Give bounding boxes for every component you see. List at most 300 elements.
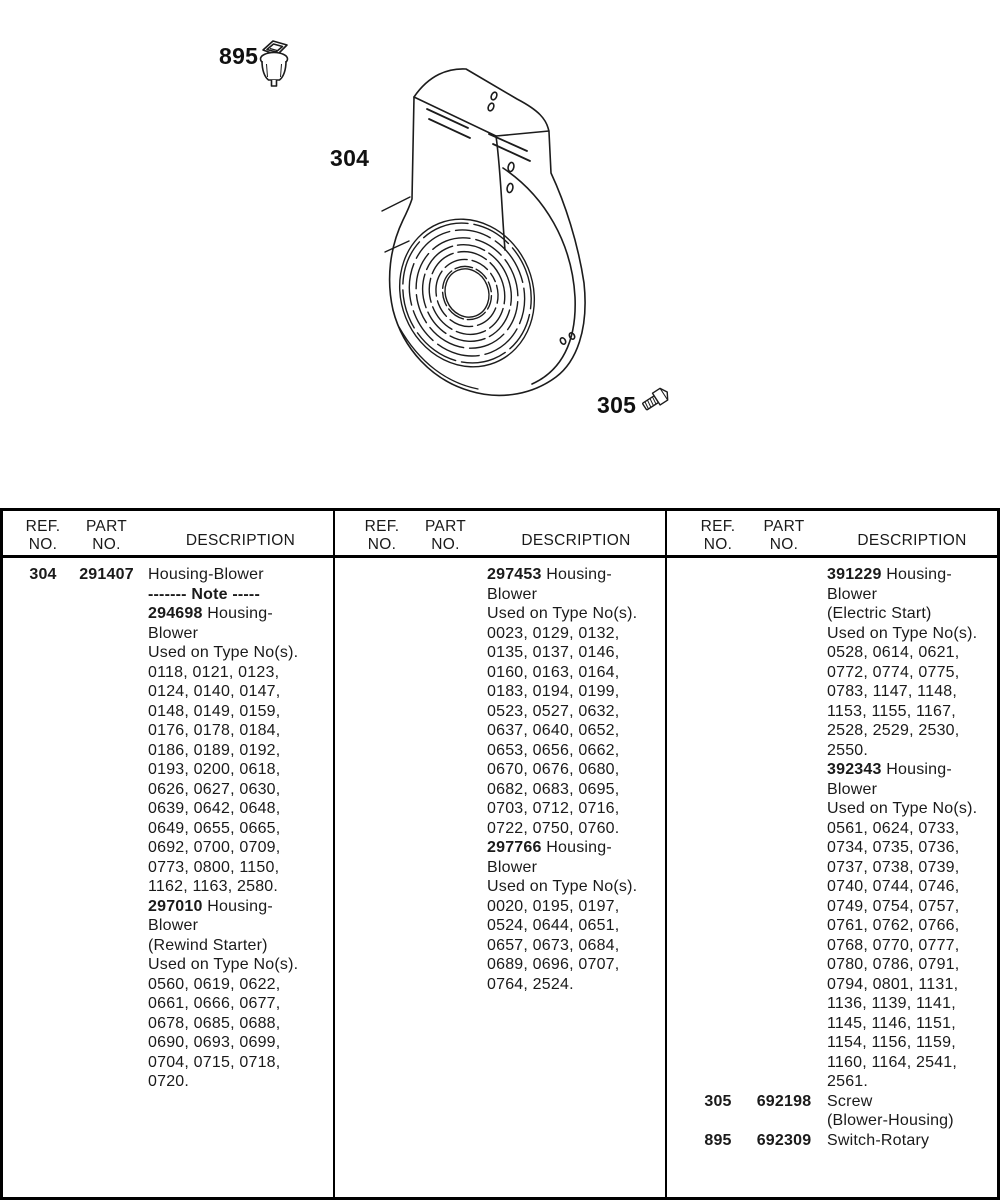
ref-no-cell [695, 916, 741, 936]
part-no-cell: 692309 [756, 1131, 812, 1149]
table-line [3, 565, 333, 585]
part-no-cell [404, 799, 487, 819]
ref-no-cell [695, 994, 741, 1014]
table-line [335, 877, 665, 897]
table-line [667, 897, 997, 917]
part-no-cell [65, 897, 148, 917]
description-cell: 0020, 0195, 0197, [487, 897, 620, 915]
part-no-cell [65, 1072, 148, 1092]
part-no-cell [741, 955, 827, 975]
table-line [3, 682, 333, 702]
part-no-cell [65, 799, 148, 819]
table-body [335, 558, 665, 994]
table-line [335, 819, 665, 839]
ref-no-cell [695, 663, 741, 683]
description-cell: 0764, 2524. [487, 975, 574, 993]
part-no-cell [404, 565, 487, 585]
part-no-cell [404, 643, 487, 663]
part-no-cell [741, 643, 827, 663]
ref-no-cell [360, 936, 404, 956]
description-cell: Used on Type No(s). [148, 956, 299, 973]
table-line [667, 1072, 997, 1092]
ref-no-cell [360, 897, 404, 917]
ref-no-cell [360, 916, 404, 936]
table-line [335, 916, 665, 936]
ref-no-cell [695, 760, 741, 780]
description-cell: 0186, 0189, 0192, [148, 741, 281, 759]
part-no-cell [741, 877, 827, 897]
ref-no-cell [695, 975, 741, 995]
description-cell: Used on Type No(s). [487, 878, 638, 895]
description-cell: 391229 Housing- [827, 566, 952, 583]
part-no-cell [65, 1033, 148, 1053]
part-no-cell [404, 604, 487, 624]
description-cell: 0560, 0619, 0622, [148, 975, 281, 993]
part-no-cell [741, 624, 827, 644]
table-line [3, 897, 333, 917]
part-no-cell [404, 682, 487, 702]
description-cell: 0749, 0754, 0757, [827, 897, 960, 915]
table-line [335, 858, 665, 878]
part-no-cell [65, 721, 148, 741]
table-line [3, 858, 333, 878]
ref-no-cell [21, 760, 65, 780]
table-line [3, 702, 333, 722]
description-cell: 0639, 0642, 0648, [148, 800, 281, 817]
part-no-cell [65, 955, 148, 975]
table-body [3, 558, 333, 1092]
description-cell: (Electric Start) [827, 605, 932, 622]
part-no-cell [65, 741, 148, 761]
description-cell: 0637, 0640, 0652, [487, 722, 620, 739]
table-column-2 [333, 511, 665, 1197]
description-cell: 0794, 0801, 1131, [827, 975, 959, 993]
ref-no-cell [695, 682, 741, 702]
part-no-cell [404, 702, 487, 722]
ref-no-cell [360, 565, 404, 585]
part-no-cell [404, 897, 487, 917]
table-line [3, 1033, 333, 1053]
table-line [667, 624, 997, 644]
ref-no-cell [360, 760, 404, 780]
description-cell: Housing-Blower [148, 566, 264, 583]
description-cell: ------- Note ----- [148, 585, 260, 603]
ref-no-cell [21, 585, 65, 605]
ref-no-cell [695, 721, 741, 741]
table-line [667, 741, 997, 761]
ref-no-cell [360, 585, 404, 605]
part-no-cell: 692198 [756, 1092, 812, 1110]
part-no-cell [65, 858, 148, 878]
description-cell: 0690, 0693, 0699, [148, 1034, 281, 1051]
table-line [3, 1072, 333, 1092]
description-cell: 1136, 1139, 1141, [827, 995, 956, 1012]
table-line [667, 721, 997, 741]
table-line [3, 819, 333, 839]
part-no-cell [404, 780, 487, 800]
table-line [667, 916, 997, 936]
description-cell: 0135, 0137, 0146, [487, 644, 620, 661]
table-line [335, 721, 665, 741]
ref-no-cell [695, 799, 741, 819]
ref-no-header: REF. NO. [700, 518, 736, 553]
description-cell: 0720. [148, 1073, 190, 1090]
part-no-cell [65, 838, 148, 858]
part-no-cell [404, 585, 487, 605]
part-no-cell [65, 877, 148, 897]
table-line [335, 702, 665, 722]
description-cell: 0649, 0655, 0665, [148, 819, 281, 837]
description-cell: 0704, 0715, 0718, [148, 1053, 281, 1071]
ref-no-cell [21, 1053, 65, 1073]
part-no-cell [404, 955, 487, 975]
description-cell: 0678, 0685, 0688, [148, 1014, 281, 1032]
part-no-cell [404, 838, 487, 858]
ref-no-cell [21, 858, 65, 878]
part-no-cell [404, 663, 487, 683]
part-no-cell [65, 780, 148, 800]
part-no-cell [741, 565, 827, 585]
table-line [3, 916, 333, 936]
part-no-cell [65, 702, 148, 722]
part-no-cell [741, 897, 827, 917]
description-cell: (Blower-Housing) [827, 1112, 954, 1129]
table-line [3, 1053, 333, 1073]
ref-no-cell [695, 838, 741, 858]
ref-no-cell [21, 936, 65, 956]
description-cell: 0176, 0178, 0184, [148, 722, 281, 739]
table-line [335, 565, 665, 585]
description-cell: 297766 Housing- [487, 839, 612, 856]
table-line [3, 994, 333, 1014]
description-cell: 1145, 1146, 1151, [827, 1014, 956, 1032]
ref-no-cell [21, 955, 65, 975]
table-line [3, 643, 333, 663]
callout-895: 895 [219, 43, 259, 69]
ref-no-cell [360, 643, 404, 663]
table-line [667, 663, 997, 683]
description-header: DESCRIPTION [857, 532, 967, 549]
table-line [3, 721, 333, 741]
description-cell: 0703, 0712, 0716, [487, 800, 620, 817]
part-no-cell [741, 780, 827, 800]
description-cell: 0124, 0140, 0147, [148, 683, 281, 700]
ref-no-cell [360, 838, 404, 858]
ref-no-cell [360, 819, 404, 839]
table-line [3, 624, 333, 644]
table-line [3, 1014, 333, 1034]
description-cell: Blower [148, 624, 199, 642]
description-cell: 0780, 0786, 0791, [827, 956, 960, 973]
part-no-cell [741, 585, 827, 605]
table-line [667, 1053, 997, 1073]
part-no-cell [65, 604, 148, 624]
part-no-cell [65, 663, 148, 683]
table-line [667, 799, 997, 819]
description-cell: 0148, 0149, 0159, [148, 702, 281, 720]
ref-no-cell [360, 975, 404, 995]
part-no-cell [741, 741, 827, 761]
description-cell: 294698 Housing- [148, 605, 273, 622]
table-line [667, 819, 997, 839]
table-line [3, 877, 333, 897]
part-no-cell [65, 975, 148, 995]
ref-no-cell [695, 624, 741, 644]
ref-no-cell [695, 1111, 741, 1131]
description-cell: 0524, 0644, 0651, [487, 917, 620, 934]
ref-no-cell [21, 1033, 65, 1053]
table-line [335, 975, 665, 995]
ref-no-cell [695, 1053, 741, 1073]
table-line [667, 877, 997, 897]
table-line [335, 604, 665, 624]
description-cell: 1160, 1164, 2541, [827, 1053, 958, 1071]
part-no-cell [741, 1033, 827, 1053]
table-line [3, 604, 333, 624]
ref-no-cell [695, 819, 741, 839]
ref-no-cell [695, 1033, 741, 1053]
description-cell: 1153, 1155, 1167, [827, 702, 956, 720]
ref-no-cell [360, 663, 404, 683]
ref-no-cell [695, 702, 741, 722]
ref-no-cell: 305 [704, 1092, 732, 1110]
description-cell: 0661, 0666, 0677, [148, 995, 281, 1012]
table-line [335, 760, 665, 780]
part-no-cell [741, 702, 827, 722]
part-no-cell [741, 916, 827, 936]
ref-no-cell [21, 916, 65, 936]
ref-no-cell [695, 1072, 741, 1092]
ref-no-cell [21, 1072, 65, 1092]
description-header: DESCRIPTION [185, 532, 296, 549]
ref-no-cell [360, 624, 404, 644]
ref-no-cell [695, 858, 741, 878]
ref-no-cell [360, 799, 404, 819]
part-no-cell [65, 682, 148, 702]
ref-no-cell [21, 819, 65, 839]
ref-no-cell [695, 955, 741, 975]
ref-no-cell [21, 624, 65, 644]
ref-no-cell [360, 721, 404, 741]
table-header [667, 511, 997, 558]
description-cell: 1154, 1156, 1159, [827, 1034, 956, 1051]
table-line [335, 663, 665, 683]
ref-no-cell [21, 604, 65, 624]
table-line [3, 760, 333, 780]
part-no-header: PART NO. [424, 518, 467, 553]
ref-no-cell [21, 682, 65, 702]
description-cell: 2561. [827, 1073, 869, 1090]
part-no-cell [65, 1014, 148, 1034]
part-no-cell [404, 624, 487, 644]
part-no-cell [404, 741, 487, 761]
parts-illustration [0, 0, 1000, 508]
description-cell: 0692, 0700, 0709, [148, 839, 281, 856]
part-no-cell [65, 819, 148, 839]
description-cell: Switch-Rotary [827, 1131, 930, 1149]
ref-no-cell [21, 663, 65, 683]
ref-no-cell [21, 838, 65, 858]
description-cell: Used on Type No(s). [148, 644, 299, 661]
part-no-cell [404, 975, 487, 995]
part-no-cell [741, 1111, 827, 1131]
part-no-cell [741, 1072, 827, 1092]
table-line [667, 604, 997, 624]
part-no-header: PART NO. [763, 518, 805, 553]
description-cell: Blower [487, 858, 538, 876]
table-line [667, 760, 997, 780]
part-no-cell [65, 760, 148, 780]
description-cell: Blower [487, 585, 538, 603]
ref-no-cell [360, 741, 404, 761]
ref-no-cell [21, 702, 65, 722]
ref-no-cell [21, 643, 65, 663]
ref-no-cell: 895 [704, 1131, 732, 1149]
part-no-cell [741, 721, 827, 741]
part-no-cell [65, 585, 148, 605]
part-no-cell [741, 994, 827, 1014]
description-cell: Blower [827, 585, 878, 603]
description-cell: Blower [148, 917, 199, 934]
table-column-3 [665, 511, 997, 1197]
ref-no-cell [21, 741, 65, 761]
table-line [667, 780, 997, 800]
table-line [667, 702, 997, 722]
description-cell: 0193, 0200, 0618, [148, 761, 281, 778]
table-header [3, 511, 333, 558]
part-no-cell: 291407 [79, 566, 134, 583]
table-line [335, 838, 665, 858]
ref-no-cell [360, 780, 404, 800]
table-line [667, 1033, 997, 1053]
table-line [3, 936, 333, 956]
part-no-cell [404, 936, 487, 956]
table-line [335, 741, 665, 761]
ref-no-cell [695, 565, 741, 585]
table-line [667, 585, 997, 605]
part-no-cell [741, 1014, 827, 1034]
description-cell: 1162, 1163, 2580. [148, 878, 279, 895]
ref-no-cell [695, 643, 741, 663]
part-no-cell [65, 936, 148, 956]
part-no-cell [741, 760, 827, 780]
description-cell: 0160, 0163, 0164, [487, 663, 620, 681]
part-no-cell [65, 916, 148, 936]
part-no-cell [741, 1053, 827, 1073]
description-cell: 0722, 0750, 0760. [487, 819, 620, 837]
callout-305: 305 [597, 392, 637, 418]
table-column-1 [3, 511, 333, 1197]
table-line [667, 1131, 997, 1151]
description-cell: 0183, 0194, 0199, [487, 683, 620, 700]
description-cell: 0653, 0656, 0662, [487, 741, 620, 759]
part-no-cell [404, 858, 487, 878]
description-cell: 0657, 0673, 0684, [487, 936, 620, 954]
part-no-cell [65, 1053, 148, 1073]
part-no-cell [741, 936, 827, 956]
description-cell: 0023, 0129, 0132, [487, 624, 620, 642]
description-cell: 0682, 0683, 0695, [487, 780, 620, 798]
description-cell: 0772, 0774, 0775, [827, 663, 960, 681]
table-line [3, 741, 333, 761]
ref-no-cell [695, 741, 741, 761]
ref-no-cell [21, 877, 65, 897]
ref-no-cell [21, 897, 65, 917]
ref-no-cell [360, 877, 404, 897]
description-cell: Used on Type No(s). [487, 605, 638, 622]
table-line [335, 936, 665, 956]
description-cell: Screw [827, 1092, 873, 1110]
ref-no-cell [360, 858, 404, 878]
part-no-cell [404, 916, 487, 936]
table-line [335, 955, 665, 975]
table-line [3, 955, 333, 975]
part-no-cell [741, 663, 827, 683]
table-line [667, 955, 997, 975]
description-cell: 392343 Housing- [827, 761, 952, 778]
table-line [335, 624, 665, 644]
part-no-header: PART NO. [85, 518, 128, 553]
description-cell: 0768, 0770, 0777, [827, 936, 960, 954]
table-line [667, 994, 997, 1014]
part-no-cell [741, 858, 827, 878]
description-cell: 297010 Housing- [148, 897, 273, 915]
ref-no-header: REF. NO. [364, 518, 400, 553]
description-cell: 0689, 0696, 0707, [487, 956, 620, 973]
description-cell: Used on Type No(s). [827, 800, 978, 817]
description-header: DESCRIPTION [521, 532, 631, 549]
table-line [667, 1092, 997, 1112]
part-no-cell [404, 721, 487, 741]
table-line [335, 643, 665, 663]
blower-housing-drawing [0, 0, 1000, 508]
ref-no-cell [695, 1014, 741, 1034]
ref-no-cell [695, 780, 741, 800]
table-line [3, 663, 333, 683]
part-no-cell [65, 624, 148, 644]
ref-no-cell [695, 936, 741, 956]
description-cell: 0561, 0624, 0733, [827, 819, 960, 837]
table-line [667, 682, 997, 702]
table-line [3, 975, 333, 995]
parts-table [0, 508, 1000, 1200]
table-line [3, 838, 333, 858]
part-no-cell [404, 819, 487, 839]
table-line [667, 643, 997, 663]
part-no-cell [741, 799, 827, 819]
table-body [667, 558, 997, 1150]
ref-no-cell [360, 955, 404, 975]
ref-no-cell [21, 1014, 65, 1034]
ref-no-cell [360, 682, 404, 702]
part-no-cell [741, 838, 827, 858]
ref-no-header: REF. NO. [25, 518, 61, 553]
description-cell: 0670, 0676, 0680, [487, 761, 620, 778]
table-line [3, 585, 333, 605]
part-no-cell [404, 877, 487, 897]
table-line [3, 799, 333, 819]
description-cell: 0783, 1147, 1148, [827, 683, 958, 700]
part-no-cell [741, 819, 827, 839]
description-cell: 0523, 0527, 0632, [487, 702, 620, 720]
ref-no-cell [21, 721, 65, 741]
description-cell: Blower [827, 780, 878, 798]
description-cell: 297453 Housing- [487, 566, 612, 583]
description-cell: 0528, 0614, 0621, [827, 644, 960, 661]
part-no-cell [741, 604, 827, 624]
ref-no-cell [695, 604, 741, 624]
description-cell: 0740, 0744, 0746, [827, 878, 960, 895]
